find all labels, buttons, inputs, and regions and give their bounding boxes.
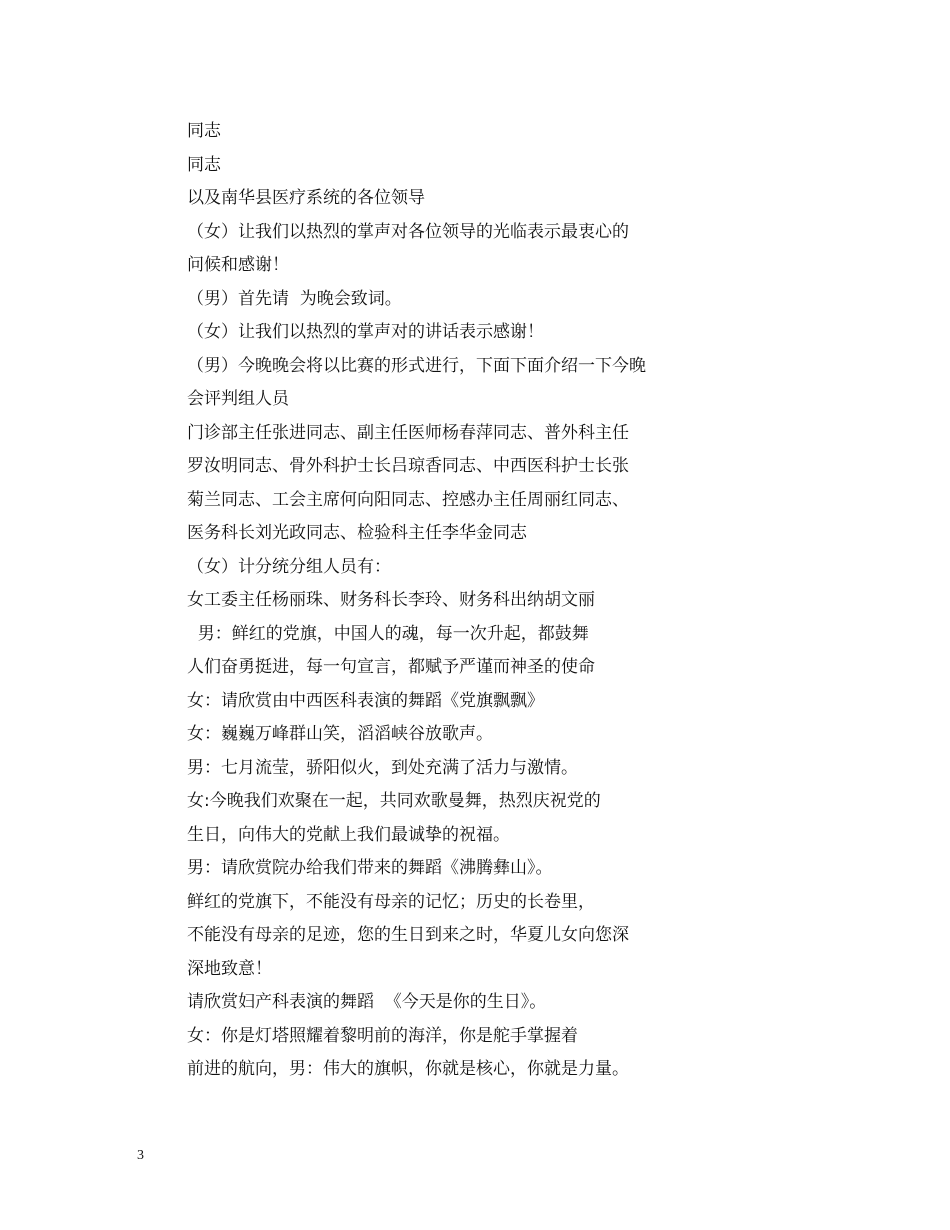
text-line: 同志 — [187, 121, 221, 141]
text-line: （女）让我们以热烈的掌声对的讲话表示感谢！ — [187, 322, 544, 342]
text-line: 男：鲜红的党旗，中国人的魂，每一次升起，都鼓舞 — [187, 623, 589, 644]
text-line: 女：请欣赏由中西医科表演的舞蹈《党旗飘飘》 — [187, 690, 544, 711]
text-line: 以及南华县医疗系统的各位领导 — [187, 188, 425, 208]
text-line: 女工委主任杨丽珠、财务科长李玲、财务科出纳胡文丽 — [187, 590, 595, 610]
text-line: 女：你是灯塔照耀着黎明前的海洋，你是舵手掌握着 — [187, 1025, 578, 1046]
text-line: （女）让我们以热烈的掌声对各位领导的光临表示最衷心的 — [187, 221, 629, 242]
text-line: 会评判组人员 — [187, 389, 289, 409]
text-line: 请欣赏妇产科表演的舞蹈 《今天是你的生日》。 — [187, 992, 547, 1012]
text-line: 女：巍巍万峰群山笑，滔滔峡谷放歌声。 — [187, 724, 493, 744]
text-line: 不能没有母亲的足迹，您的生日到来之时，华夏儿女向您深 — [187, 925, 629, 945]
text-line: 生日，向伟大的党献上我们最诚挚的祝福。 — [187, 824, 510, 845]
text-line: 罗汝明同志、骨外科护士长吕琼香同志、中西医科护士长张 — [187, 456, 629, 476]
text-line: 菊兰同志、工会主席何向阳同志、控感办主任周丽红同志、 — [187, 489, 629, 510]
text-line: 女:今晚我们欢聚在一起，共同欢歌曼舞，热烈庆祝党的 — [187, 791, 601, 811]
text-line: 前进的航向，男：伟大的旗帜，你就是核心，你就是力量。 — [187, 1059, 629, 1079]
text-line: 男：七月流莹，骄阳似火，到处充满了活力与激情。 — [187, 757, 578, 778]
text-line: 门诊部主任张进同志、副主任医师杨春萍同志、普外科主任 — [187, 422, 629, 443]
body-text — [187, 117, 747, 1089]
text-line: 同志 — [187, 154, 221, 175]
text-line: 鲜红的党旗下，不能没有母亲的记忆；历史的长卷里， — [187, 891, 595, 912]
text-line: （男）今晚晚会将以比赛的形式进行，下面下面介绍一下今晚 — [187, 355, 646, 376]
text-line: 问候和感谢！ — [187, 255, 289, 275]
text-line: （男）首先请 为晚会致词。 — [187, 288, 402, 309]
page-number: 3 — [137, 1148, 144, 1163]
text-line: （女）计分统分组人员有： — [187, 556, 391, 577]
text-line: 人们奋勇挺进，每一句宣言，都赋予严谨而神圣的使命 — [187, 657, 595, 677]
text-line: 医务科长刘光政同志、检验科主任李华金同志 — [187, 523, 527, 543]
text-line: 男：请欣赏院办给我们带来的舞蹈《沸腾彝山》。 — [187, 858, 553, 878]
text-line: 深地致意！ — [187, 958, 272, 979]
